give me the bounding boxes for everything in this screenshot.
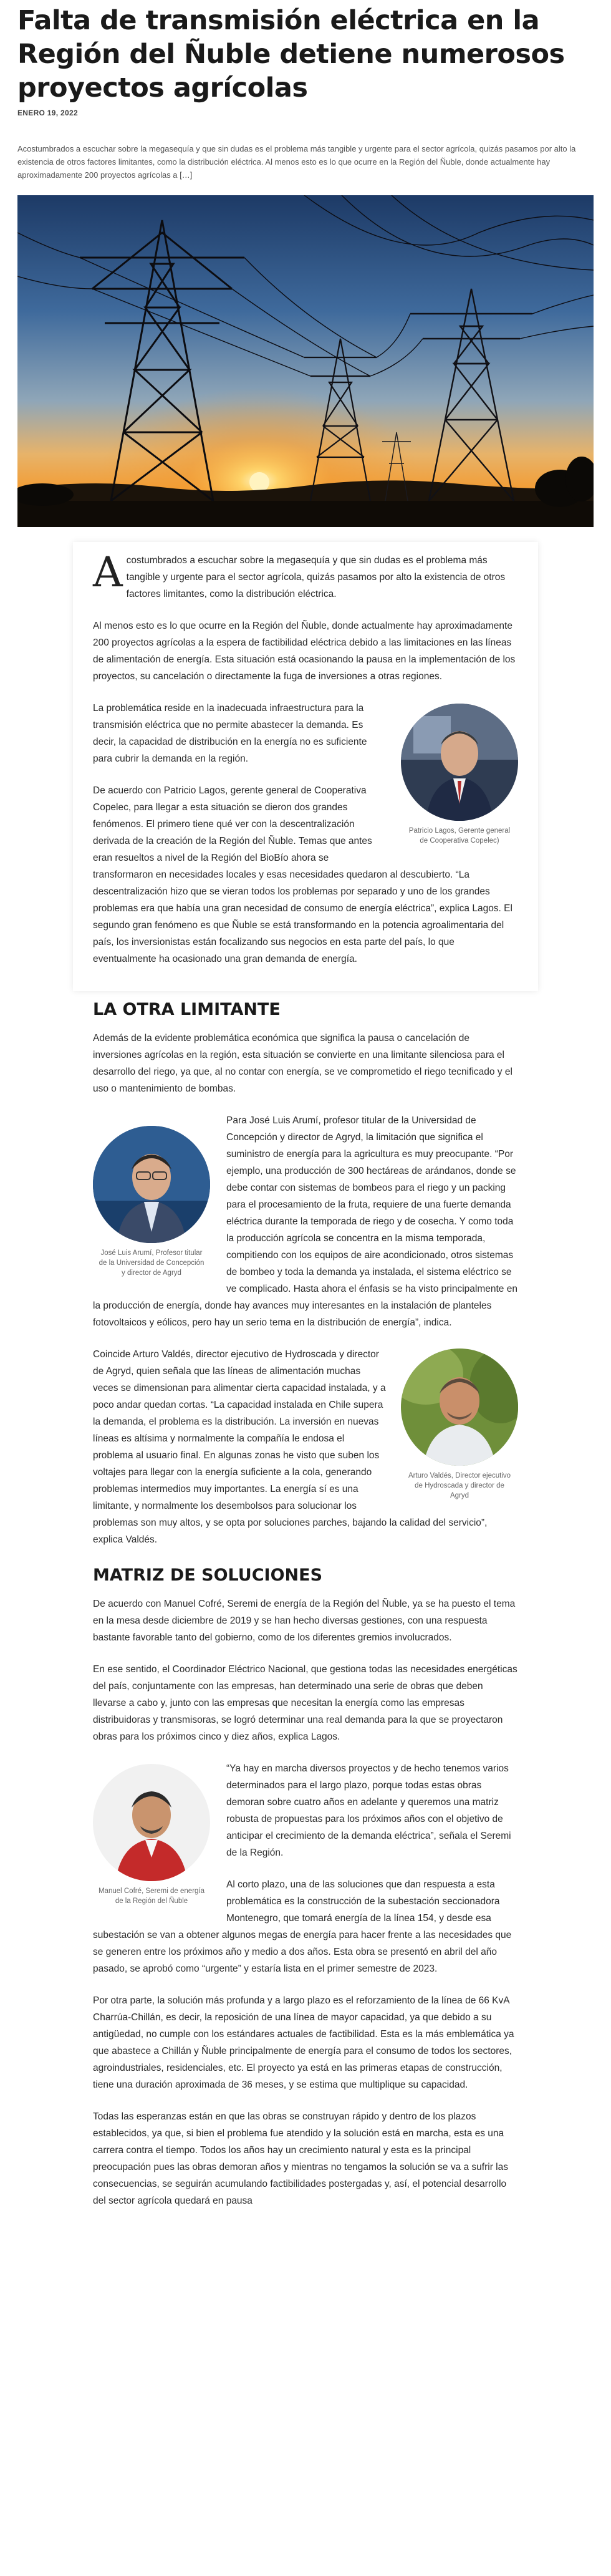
article-lead: Acostumbrados a escuchar sobre la megasequía y que sin dudas es el problema más tangible y urgente para el sector agrícola, quizás pasamos por alto la existencia de otros factores limitantes, como la distribución eléctrica. Al menos esto es lo que ocurre en la Región del Ñuble, donde actualmente hay aproximadamente 200 proyectos agrícolas a […] <box>17 144 576 180</box>
paragraph: Al menos esto es lo que ocurre en la Región del Ñuble, donde actualmente hay aproximadamente 200 proyectos agrícolas a la espera de factibilidad eléctrica debido a las limitaciones en las líneas de alimentación de energía. Esta situación está ocasionando la pausa en la implementación de los proyectos, su cancelación o directamente la fuga de inversiones a otras regiones. <box>93 621 516 682</box>
section-heading: MATRIZ DE SOLUCIONES <box>93 1566 323 1585</box>
figure-arturo-valdes <box>401 1349 518 1501</box>
portrait-arturo-valdes <box>401 1349 518 1466</box>
paragraph-text: costumbrados a escuchar sobre la megasequía y que sin dudas es el problema más tangible y urgente para el sector agrícola, quizás pasamos por alto la existencia de otros factores limitantes, como la distribución eléctrica. <box>126 555 506 599</box>
paragraph: En ese sentido, el Coordinador Eléctrico Nacional, que gestiona todas las necesidades energéticas del país, conjuntamente con las empresas, han determinado una serie de obras que deben llevarse a cabo y, junto con las empresas que necesitan la energía como las empresas distribuidoras y transmisoras, se logró determinar una real demanda para la que se proyectaron obras para los próximos cinco y diez años, explica Lagos. <box>93 1664 517 1742</box>
paragraph: De acuerdo con Patricio Lagos, gerente general de Cooperativa Copelec, para llegar a esta situación se dieron dos grandes fenómenos. El primero tiene qué ver con la descentralización derivada de la creación de la Región del Ñuble. Temas que antes eran resueltos a nivel de la Región del BioBío ahora se transformaron en necesidades locales y esas necesidades quedaron al descubierto. “La descentralización hizo que se vieran todos los problemas por separado y uno de los grandes problemas era que había una gran necesidad de consumo de energía eléctrica”, explica Lagos. El segundo gran fenómeno es que Ñuble se está transformando en la potencia agroalimentaria del país, los inversionistas están focalizando sus negocios en esta parte del país, lo que eventualmente ha ocasionado una gran demanda de energía. <box>93 785 512 964</box>
paragraph: La problemática reside en la inadecuada infraestructura para la transmisión eléctrica que no permite abastecer la demanda. Es decir, la capacidad de distribución en la energía no es suficiente para cubrir la demanda en la región. <box>93 703 367 764</box>
figure-caption: Manuel Cofré, Seremi de energía de la Región del Ñuble <box>98 1887 205 1905</box>
paragraph <box>93 548 518 603</box>
paragraph: Todas las esperanzas están en que las obras se construyan rápido y dentro de los plazos establecidos, ya que, si bien el problema fue atendido y la solución está en marcha, esta es una carrera contra el tiempo. Todos los años hay un crecimiento natural y esta es la principal preocupación pues las obras demoran años y mientras no tengamos la solución se va a sufrir las consecuencias, se seguirán acumulando factibilidades postergadas y, así, el potencial desarrollo del sector agrícola quedará en pausa <box>93 2111 509 2206</box>
figure-caption: Patricio Lagos, Gerente general de Cooperativa Copelec) <box>408 827 511 845</box>
paragraph: Al corto plazo, una de las soluciones que dan respuesta a esta problemática es la construcción de la subestación seccionadora Montenegro, que tomará energía de la línea 154, y desde esa subestación se van a obtener algunos megas de energía para hacer frente a las necesidades que se generen entre los próximos año y medio a dos años. Esta obra se presentó en abril del año pasado, se aprobó como “urgente” y estaría lista en el primer semestre de 2023. <box>93 1879 512 1974</box>
figure-patricio-lagos <box>401 704 518 846</box>
paragraph: Coincide Arturo Valdés, director ejecutivo de Hydroscada y director de Agryd, quien señala que las líneas de alimentación muchas veces se dimensionan para alimentar cierta capacidad instalada, y a poco andar quedan cortas. “La capacidad instalada en Chile supera la demanda, el problema es la distribución. La inversión en nuevas líneas es altísima y normalmente la compañía le endosa el problema al usuario final. En algunas zonas he visto que suben los voltajes para llegar con la energía suficiente a la cola, generando problemas intermedios muy importantes. La energía sí es una limitante, y normalmente los desembolsos para solucionar los problemas son muy altos, y se opta por soluciones parches, bajando la calidad del servicio”, explica Valdés. <box>93 1349 488 1545</box>
article-title: Falta de transmisión eléctrica en la Región del Ñuble detiene numerosos proyectos agrícolas <box>17 5 565 104</box>
portrait-jose-luis-arumi <box>93 1126 210 1243</box>
figure-caption: José Luis Arumí, Profesor titular de la Universidad de Concepción y director de Agryd <box>99 1249 204 1277</box>
paragraph: Para José Luis Arumí, profesor titular de la Universidad de Concepción y director de Agryd, la limitación que significa el suministro de energía para la agricultura es muy preocupante. “Por ejemplo, una producción de 300 hectáreas de arándanos, donde se debe contar con sistemas de bombeos para el riego y un packing para el procesamiento de la fruta, requiere de una fuerte demanda eléctrica durante la temporada de riego y de cosecha. Y como toda la producción agrícola se concentra en la misma temporada, compitiendo con los equipos de aire acondicionado, otros sistemas de bombeo y toda la demanda ya instalada, el sistema eléctrico se ve complicado. Hasta ahora el énfasis se ha visto principalmente en la producción de energía, donde hay avances muy interesantes en la instalación de planteles fotovoltaicos y eólicos, pero hay un serio tema en la distribución de energía”, indica. <box>93 1115 517 1328</box>
paragraph: De acuerdo con Manuel Cofré, Seremi de energía de la Región del Ñuble, ya se ha puesto el tema en la mesa desde diciembre de 2019 y se han hecho diversas gestiones, con una respuesta bastante favorable tanto del gobierno, como de los diferentes gremios involucrados. <box>93 1599 516 1643</box>
article-date: ENERO 19, 2022 <box>17 109 78 117</box>
paragraph: Por otra parte, la solución más profunda y a largo plazo es el reforzamiento de la línea de 66 KvA Charrúa-Chillán, es decir, la reposición de una línea de mayor capacidad, ya que debido a su antigüedad, no cumple con los estándares actuales de factibilidad. Esta es la más emblemática ya que abastece a Chillán y Ñuble principalmente de energía para el consumo de todos los sectores, agroindustriales, residenciales, etc. El proyecto ya está en las primeras etapas de construcción, tiene una duración aproximada de 36 meses, y se estima que multiplique su capacidad. <box>93 1995 514 2090</box>
section-heading: LA OTRA LIMITANTE <box>93 1000 281 1019</box>
figure-jose-luis-arumi <box>93 1126 210 1278</box>
paragraph: Además de la evidente problemática económica que significa la pausa o cancelación de inversiones agrícolas en la región, esta situación se convierte en una limitante silenciosa para el desarrollo del riego, ya que, al no contar con energía, se ve comprometido el riego tecnificado y el uso o mantenimiento de bombas. <box>93 1033 512 1094</box>
power-towers-sunset-image <box>17 195 594 527</box>
hero-image <box>17 195 594 527</box>
article-body-card <box>73 542 538 991</box>
section-matriz-de-soluciones <box>73 1564 538 2209</box>
portrait-manuel-cofre <box>93 1764 210 1881</box>
portrait-patricio-lagos <box>401 704 518 821</box>
figure-caption: Arturo Valdés, Director ejecutivo de Hydroscada y director de Agryd <box>408 1472 511 1499</box>
section-la-otra-limitante <box>73 999 538 1563</box>
paragraph: “Ya hay en marcha diversos proyectos y de hecho tenemos varios determinados para el largo plazo, porque todas estas obras demoran sobre cuatro años en adelante y queremos una matriz robusta de propuestas para los próximos años con el objetivo de anticipar el crecimiento de la demanda eléctrica”, señala el Seremi de la Región. <box>226 1763 511 1858</box>
figure-manuel-cofre <box>93 1764 210 1906</box>
dropcap: A <box>93 548 123 596</box>
